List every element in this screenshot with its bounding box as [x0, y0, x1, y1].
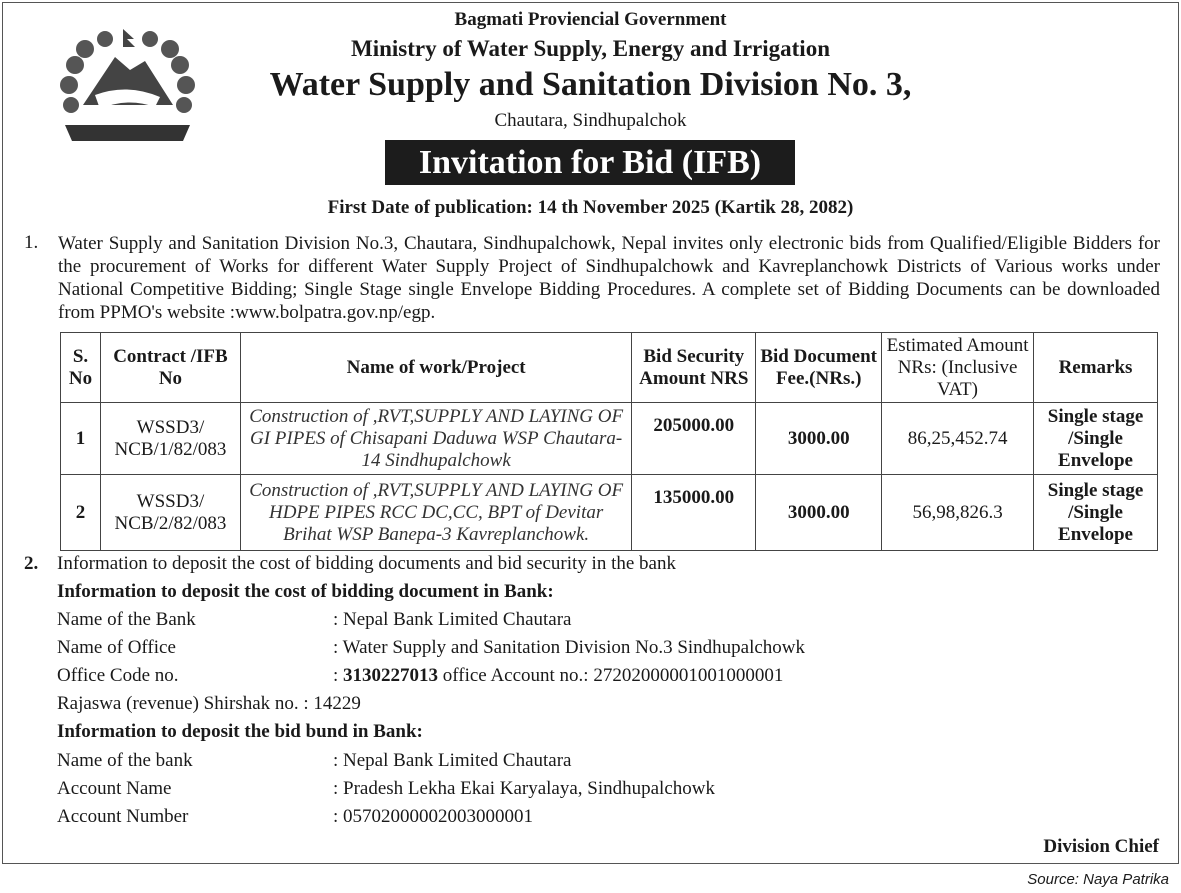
account-number-label: Account Number: [57, 806, 189, 827]
cell-sn: 2: [61, 475, 101, 551]
government-name: Bagmati Proviencial Government: [454, 9, 727, 30]
bond-bank-value: : Nepal Bank Limited Chautara: [333, 750, 572, 771]
division-name: Water Supply and Sanitation Division No. 3,: [269, 66, 912, 103]
cell-remarks: Single stage /Single Envelope: [1034, 403, 1158, 475]
cell-contract: WSSD3/ NCB/1/82/083: [100, 403, 240, 475]
bid-table: [60, 332, 1158, 551]
office-label: Name of Office: [57, 637, 176, 658]
doc-fee-heading: Information to deposit the cost of bidding document in Bank:: [57, 581, 554, 602]
cell-estimate: 86,25,452.74: [882, 403, 1034, 475]
header-work: Name of work/Project: [240, 333, 631, 403]
invitation-paragraph: Water Supply and Sanitation Division No.3, Chautara, Sindhupalchowk, Nepal invites only electronic bids from Qualified/Eligible Bidders for the procurement of Works for different Water Supply Project of Sindhupalchowk and Kavreplanchowk Districts of Various works under National Competitive Bidding; Single Stage single Envelope Bidding Procedures. A complete set of Bidding Documents can be downloaded from PPMO's website :www.bolpatra.gov.np/egp.: [58, 233, 1160, 323]
bond-bank-label: Name of the bank: [57, 750, 193, 771]
office-code-value: 3130227013: [343, 665, 439, 686]
cell-sn: 1: [61, 403, 101, 475]
cell-remarks: Single stage /Single Envelope: [1034, 475, 1158, 551]
table-row: [61, 475, 1158, 551]
header-sn: S. No: [61, 333, 101, 403]
account-number-value: : 05702000002003000001: [333, 806, 534, 827]
cell-contract: WSSD3/ NCB/2/82/083: [100, 475, 240, 551]
office-code-label: Office Code no.: [57, 665, 179, 686]
cell-security: 135000.00: [632, 475, 756, 551]
cell-estimate: 56,98,826.3: [882, 475, 1034, 551]
cell-security: 205000.00: [632, 403, 756, 475]
code-prefix: :: [333, 665, 344, 686]
cell-fee: 3000.00: [756, 403, 882, 475]
cell-work: Construction of ,RVT,SUPPLY AND LAYING OF GI PIPES of Chisapani Daduwa WSP Chautara-14 Sindhupalchowk: [240, 403, 631, 475]
header-estimate: Estimated Amount NRs: (Inclusive VAT): [882, 333, 1034, 403]
header-remarks: Remarks: [1034, 333, 1158, 403]
section-number: 1.: [24, 232, 39, 253]
table-header-row: [61, 333, 1158, 403]
source-credit: Source: Naya Patrika: [1027, 871, 1169, 888]
header-security: Bid Security Amount NRS: [632, 333, 756, 403]
bid-bond-heading: Information to deposit the bid bund in Bank:: [57, 721, 423, 742]
office-location: Chautara, Sindhupalchok: [494, 110, 687, 131]
office-value: : Water Supply and Sanitation Division No.3 Sindhupalchowk: [333, 637, 806, 658]
section2-intro: Information to deposit the cost of bidding documents and bid security in the bank: [57, 553, 676, 574]
account-name-value: : Pradesh Lekha Ekai Karyalaya, Sindhupalchowk: [333, 778, 715, 799]
signature-title: Division Chief: [1043, 836, 1159, 857]
office-account: office Account no.: 27202000001001000001: [438, 665, 784, 686]
rajaswa-line: Rajaswa (revenue) Shirshak no. : 14229: [57, 693, 361, 714]
bank-value: : Nepal Bank Limited Chautara: [333, 609, 572, 630]
notice-title: Invitation for Bid (IFB): [385, 140, 795, 185]
ministry-name: Ministry of Water Supply, Energy and Irrigation: [350, 36, 830, 61]
publication-date: First Date of publication: 14 th November 2025 (Kartik 28, 2082): [327, 197, 854, 218]
header-fee: Bid Document Fee.(NRs.): [756, 333, 882, 403]
section-number: 2.: [24, 553, 39, 574]
header-contract: Contract /IFB No: [100, 333, 240, 403]
table-row: [61, 403, 1158, 475]
office-code-line: [333, 665, 783, 687]
cell-work: Construction of ,RVT,SUPPLY AND LAYING OF HDPE PIPES RCC DC,CC, BPT of Devitar Brihat WSP Banepa-3 Kavreplanchowk.: [240, 475, 631, 551]
account-name-label: Account Name: [57, 778, 172, 799]
bank-label: Name of the Bank: [57, 609, 196, 630]
cell-fee: 3000.00: [756, 475, 882, 551]
